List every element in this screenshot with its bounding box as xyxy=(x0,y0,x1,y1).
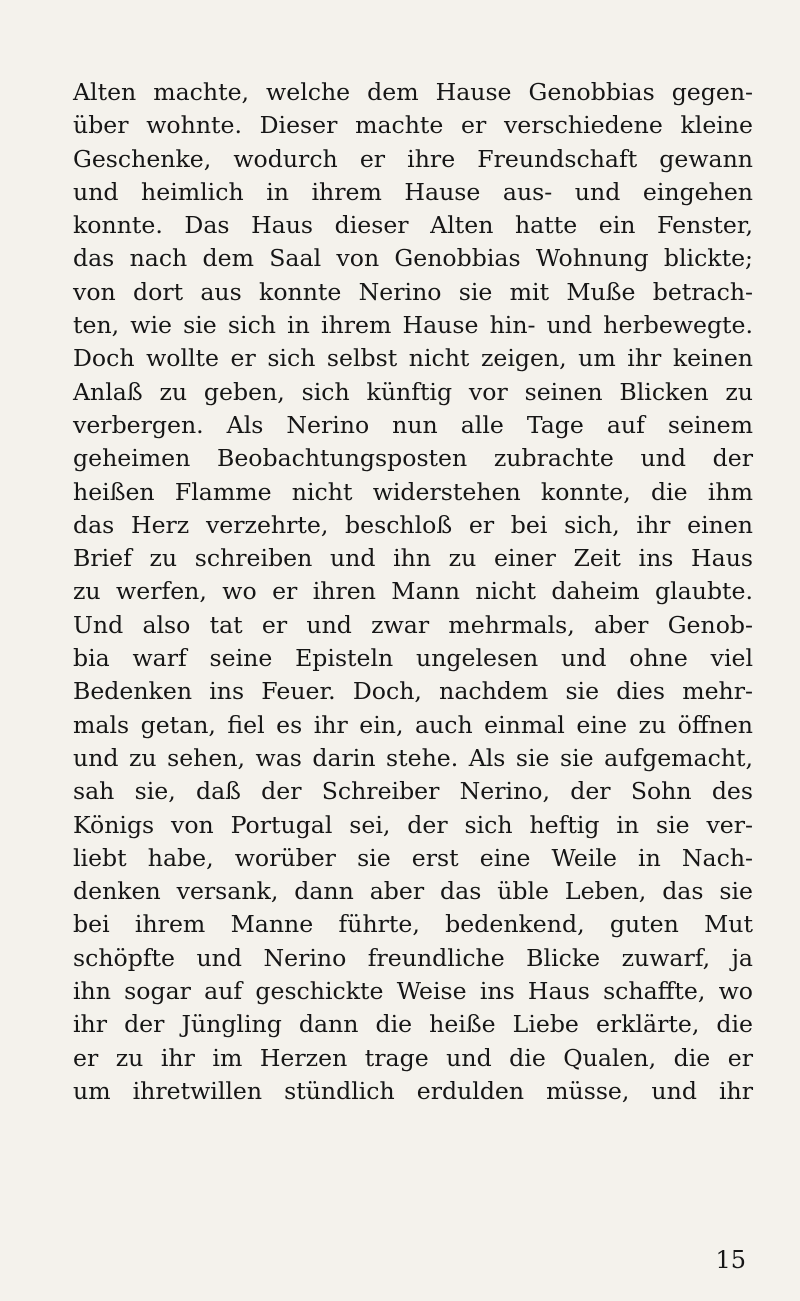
text-line: denken versank, dann aber das üble Leben, das sie xyxy=(73,877,753,906)
text-line: zu werfen, wo er ihren Mann nicht daheim glaubte. xyxy=(73,577,753,606)
text-line: konnte. Das Haus dieser Alten hatte ein Fenster, xyxy=(73,211,753,240)
text-line: verbergen. Als Nerino nun alle Tage auf seinem xyxy=(73,410,753,439)
text-line: geheimen Beobachtungsposten zubrachte und der xyxy=(73,444,753,473)
text-line: das nach dem Saal von Genobbias Wohnung blickte; xyxy=(73,244,753,273)
text-line: liebt habe, worüber sie erst eine Weile in Nach- xyxy=(73,843,753,872)
text-line: schöpfte und Nerino freundliche Blicke zuwarf, ja xyxy=(73,943,753,972)
text-line: über wohnte. Dieser machte er verschiedene kleine xyxy=(73,111,753,140)
text-line: Bedenken ins Feuer. Doch, nachdem sie dies mehr- xyxy=(73,677,753,706)
text-line: Doch wollte er sich selbst nicht zeigen, um ihr keinen xyxy=(73,344,753,373)
text-line: und heimlich in ihrem Hause aus- und eingehen xyxy=(73,177,753,206)
text-line: von dort aus konnte Nerino sie mit Muße betrach- xyxy=(73,277,753,306)
text-line: heißen Flamme nicht widerstehen konnte, die ihm xyxy=(73,477,753,506)
text-line: Königs von Portugal sei, der sich heftig in sie ver- xyxy=(73,810,753,839)
text-line: bia warf seine Episteln ungelesen und ohne viel xyxy=(73,644,753,673)
text-line: das Herz verzehrte, beschloß er bei sich, ihr einen xyxy=(73,510,753,539)
text-line: ihn sogar auf geschickte Weise ins Haus schaffte, wo xyxy=(73,977,753,1006)
text-line: Geschenke, wodurch er ihre Freundschaft gewann xyxy=(73,144,753,173)
body-text xyxy=(73,76,753,1108)
text-line: Alten machte, welche dem Hause Genobbias gegen- xyxy=(73,78,753,106)
text-line: Brief zu schreiben und ihn zu einer Zeit ins Haus xyxy=(73,544,753,573)
text-line: ihr der Jüngling dann die heiße Liebe erklärte, die xyxy=(73,1010,753,1039)
text-line: ten, wie sie sich in ihrem Hause hin- und herbewegte. xyxy=(73,311,753,340)
text-line: bei ihrem Manne führte, bedenkend, guten Mut xyxy=(73,910,753,939)
text-line: Anlaß zu geben, sich künftig vor seinen Blicken zu xyxy=(73,377,753,406)
text-line: um ihretwillen stündlich erdulden müsse, und ihr xyxy=(73,1076,753,1105)
text-line: und zu sehen, was darin stehe. Als sie sie aufgemacht, xyxy=(73,743,753,772)
text-line: Und also tat er und zwar mehrmals, aber Genob- xyxy=(73,610,753,639)
text-line: er zu ihr im Herzen trage und die Qualen, die er xyxy=(73,1043,753,1072)
text-line: sah sie, daß der Schreiber Nerino, der Sohn des xyxy=(73,777,753,806)
text-line: mals getan, fiel es ihr ein, auch einmal eine zu öffnen xyxy=(73,710,753,739)
page-number: 15 xyxy=(715,1246,746,1274)
